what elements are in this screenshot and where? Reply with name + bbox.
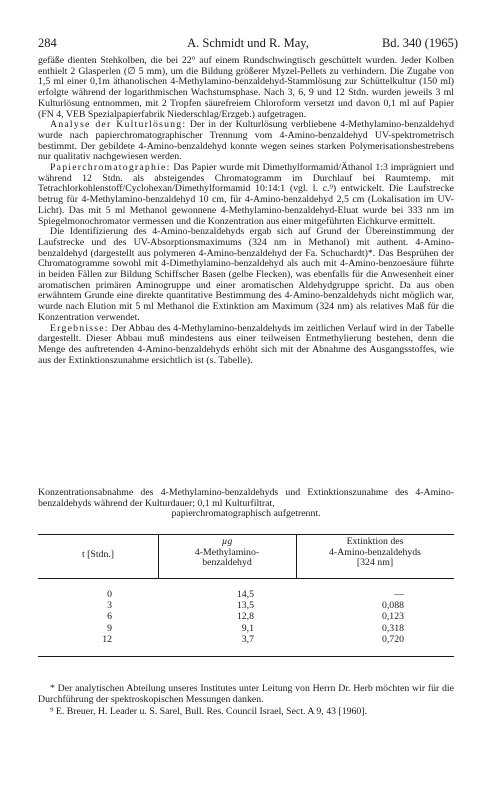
table-cell-time: 12 — [102, 633, 112, 645]
table-cell-time: 3 — [107, 600, 112, 612]
results-table — [38, 534, 454, 666]
table-header-ug-line2: benzaldehyd — [202, 557, 252, 569]
footnotes — [38, 684, 454, 720]
table-bottom-rule — [38, 656, 454, 657]
table-cell-ug: 9,1 — [241, 622, 254, 634]
paragraph-culture-analysis — [38, 120, 454, 163]
table-caption-last: papierchromatographisch aufgetrennt. — [171, 508, 321, 520]
table-caption-main: Konzentrationsabnahme des 4-Methylamino-benzaldehyds und Extinktionszunahme des 4-Amino-benzaldehyds während der Kulturdauer; 0,1 ml Kulturfiltrat, — [38, 487, 454, 509]
journal-volume: Bd. 340 (1965) — [381, 36, 458, 50]
paragraph-results-text: Der Abbau des 4-Methylamino-benzaldehyds im zeitlichen Verlauf wird in der Tabelle dargestellt. Dieser Abbau muß mindestens aus einer teilweisen Entmethylierung bestehen, denn die Menge des auftretenden 4-Amino-benzaldehyds erhöht sich mit der Abnahme des Ausgangsstoffes, wie aus der Extinktionszunahme ersichtlich ist (s. Tabelle). — [38, 322, 454, 366]
table-caption — [38, 488, 454, 520]
table-cell-extinction: 0,318 — [381, 622, 404, 634]
footnote-acknowledgement: * Der analytischen Abteilung unseres Institutes unter Leitung von Herrn Dr. Herb möchten wir für die Durchführung der spektroskopischen Messungen danken. — [38, 683, 454, 705]
table-header-ug — [158, 537, 296, 569]
table-header-time: t [Stdn.] — [81, 549, 115, 560]
paragraph-chromatography — [38, 163, 454, 227]
table-header-extinction — [296, 537, 454, 569]
table-header-ug-unit: µg — [221, 536, 233, 547]
table-header-ext-line2: 4-Amino-benzaldehyds — [329, 546, 421, 558]
body-text — [38, 56, 454, 366]
table-cell-time: 9 — [107, 622, 112, 634]
table-top-rule — [38, 534, 454, 535]
paragraph-culture-setup: gefäße dienten Stehkolben, die bei 22° auf einem Rundschwingtisch geschüttelt wurden. Jeder Kolben enthielt 2 Glasperlen (∅ 5 mm), um die Bildung größerer Myzel-Pellets zu verhindern. Die Zugabe von 1,5 ml einer 0,1m äthanolischen 4-Methylamino-benzaldehyd-Stammlösung zur Schüttelkultur (150 ml) erfolgte während der logarithmischen Wachstumsphase. Nach 3, 6, 9 und 12 Stdn. wurden jeweils 3 ml Kulturlösung entnommen, mit 2 Tropfen säurefreiem Chloroform versetzt und davon 0,1 ml auf Papier (FN 4, VEB Spezialpapierfabrik Niederschlag/Erzgeb.) aufgetragen. — [38, 55, 454, 120]
table-cell-extinction: — — [394, 589, 404, 600]
table-header-rule — [38, 578, 454, 579]
table-cell-time: 6 — [107, 611, 112, 623]
table-cell-time: 0 — [107, 589, 112, 600]
section-lead-results: Ergebnisse: — [50, 322, 109, 334]
table-header-ext-line1: Extinktion des — [346, 536, 404, 547]
table-header-ug-line1: 4-Methylamino- — [194, 546, 260, 558]
table-header-ext-line3: [324 nm] — [356, 557, 394, 569]
table-cell-extinction: 0,088 — [381, 600, 404, 612]
paragraph-identification: Die Identifizierung des 4-Amino-benzaldehyds ergab sich auf Grund der Übereinstimmung der Laufstrecke und des UV-Absorptionsmaximums (324 nm in Methanol) mit authent. 4-Amino-benzaldehyd (dargestellt aus polymeren 4-Amino-benzaldehyd der Fa. Schuchardt)*. Das Besprühen der Chromatogramme sowohl mit 4-Dimethylamino-benzaldehyd als auch mit 4-Amino-benzoesäure führte in beiden Fällen zur Bildung Schiffscher Basen (gelbe Flecken), was ebenfalls für die Anwesenheit einer aromatischen primären Aminogruppe und einer aromatischen Aldehydgruppe spricht. Da aus oben erwähntem Grunde eine direkte quantitative Bestimmung des 4-Amino-benzaldehyds nicht möglich war, wurde nach Elution mit 5 ml Methanol die Extinktion am Maximum (324 nm) als relatives Maß für die Konzentration verwendet. — [38, 226, 454, 323]
footnote-reference-9: ⁹ E. Breuer, H. Leader u. S. Sarel, Bull. Res. Council Israel, Sect. A 9, 43 [1960]. — [50, 706, 368, 718]
table-cell-ug: 14,5 — [236, 589, 254, 600]
table-cell-ug: 13,5 — [236, 600, 254, 612]
paragraph-chromatography-text: Das Papier wurde mit Dimethylformamid/Äthanol 1:3 imprägniert und während 12 Stdn. als absteigendes Chromatogramm im Durchlauf bei Raumtemp. mit Tetrachlorkohlenstoff/Cyclohexan/Dimethylformamid 10:14:1 (vgl. l. c.⁹) entwickelt. Die Laufstrecke betrug für 4-Methylamino-benzaldehyd 10 cm, für 4-Amino-benzaldehyd 2,5 cm (Lokalisation im UV-Licht). Das mit 5 ml Methanol gewonnene 4-Methylamino-benzaldehyd-Eluat wurde bei 333 nm im Spiegelmonochromator vermessen und die Konzentration aus einer mitgeführten Eichkurve ermittelt. — [38, 162, 454, 227]
paragraph-analysis-text: Der in der Kulturlösung verbliebene 4-Methylamino-benzaldehyd wurde nach papierchromatographischer Trennung vom 4-Amino-benzaldehyd UV-spektrometrisch bestimmt. Der gebildete 4-Amino-benzaldehyd konnte wegen seines starken Polymerisationsbestrebens nur qualitativ nachgewiesen werden. — [38, 119, 454, 163]
table-cell-extinction: 0,123 — [381, 611, 404, 623]
table-cell-ug: 3,7 — [241, 633, 254, 645]
running-authors: A. Schmidt und R. May, — [187, 36, 309, 50]
table-cell-ug: 12,8 — [236, 611, 254, 623]
running-header — [38, 36, 458, 52]
table-cell-extinction: 0,720 — [381, 633, 404, 645]
paragraph-results — [38, 324, 454, 367]
section-lead-chromatography: Papierchromatographie: — [50, 162, 171, 174]
page-number: 284 — [38, 36, 57, 50]
section-lead-analysis: Analyse der Kulturlösung: — [50, 119, 187, 131]
